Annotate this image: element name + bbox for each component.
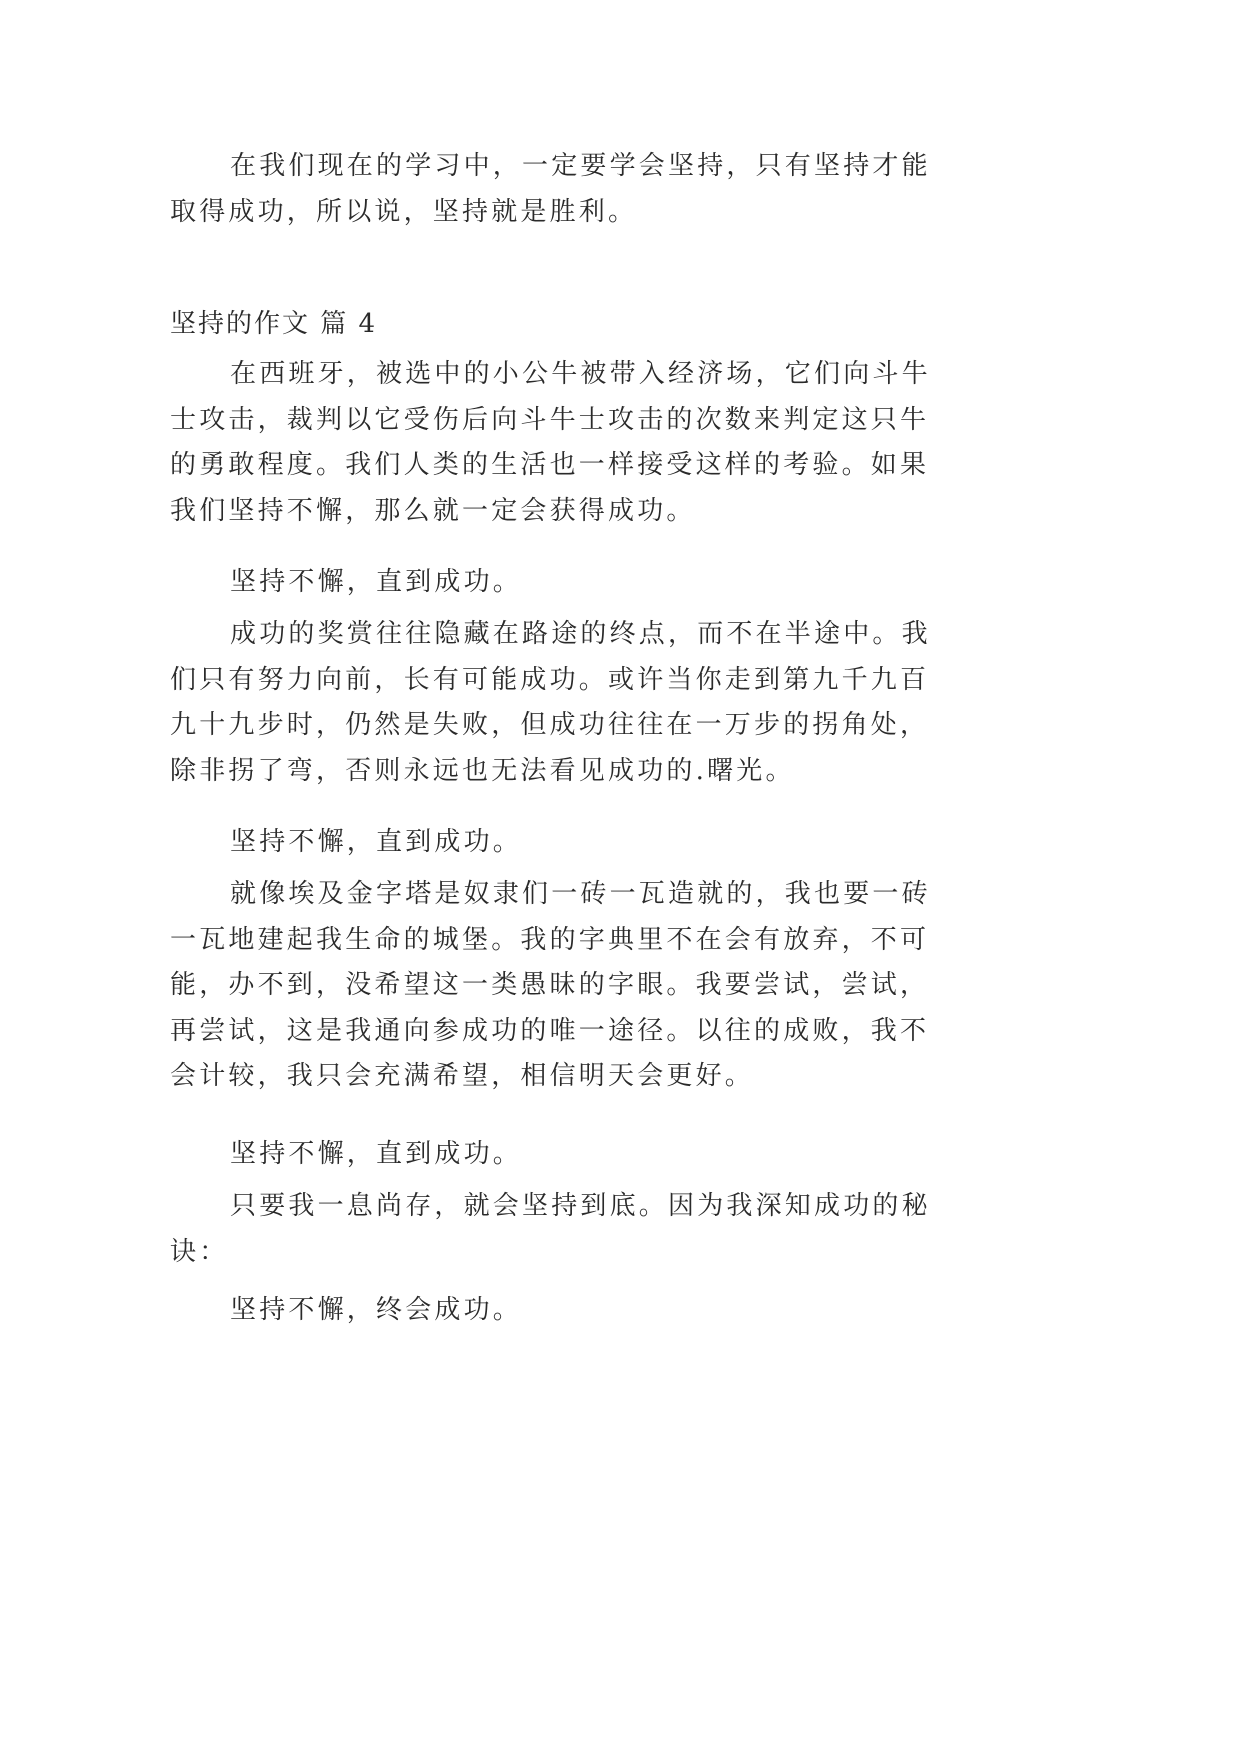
paragraph: 就像埃及金字塔是奴隶们一砖一瓦造就的，我也要一砖一瓦地建起我生命的城堡。我的字典里不在会有放弃，不可能，办不到，没希望这一类愚昧的字眼。我要尝试，尝试，再尝试，这是我通向参成功的唯一途径。以往的成败，我不会计较，我只会充满希望，相信明天会更好。 [170, 879, 931, 1091]
section-heading: 坚持的作文 篇 4 [170, 309, 378, 339]
paragraph: 坚持不懈，直到成功。 [230, 1139, 523, 1169]
paragraph: 成功的奖赏往往隐藏在路途的终点，而不在半途中。我们只有努力向前，长有可能成功。或许当你走到第九千九百九十九步时，仍然是失败，但成功往往在一万步的拐角处，除非拐了弯，否则永远也无法看见成功的.曙光。 [170, 619, 931, 786]
paragraph: 坚持不懈，直到成功。 [230, 827, 523, 857]
paragraph: 在西班牙，被选中的小公牛被带入经济场，它们向斗牛士攻击，裁判以它受伤后向斗牛士攻击的次数来判定这只牛的勇敢程度。我们人类的生活也一样接受这样的考验。如果我们坚持不懈，那么就一定会获得成功。 [170, 359, 931, 526]
paragraph: 坚持不懈，直到成功。 [230, 567, 523, 597]
paragraph: 在我们现在的学习中，一定要学会坚持，只有坚持才能取得成功，所以说，坚持就是胜利。 [170, 151, 931, 227]
paragraph: 只要我一息尚存，就会坚持到底。因为我深知成功的秘诀： [170, 1191, 931, 1267]
paragraph: 坚持不懈，终会成功。 [230, 1295, 523, 1325]
